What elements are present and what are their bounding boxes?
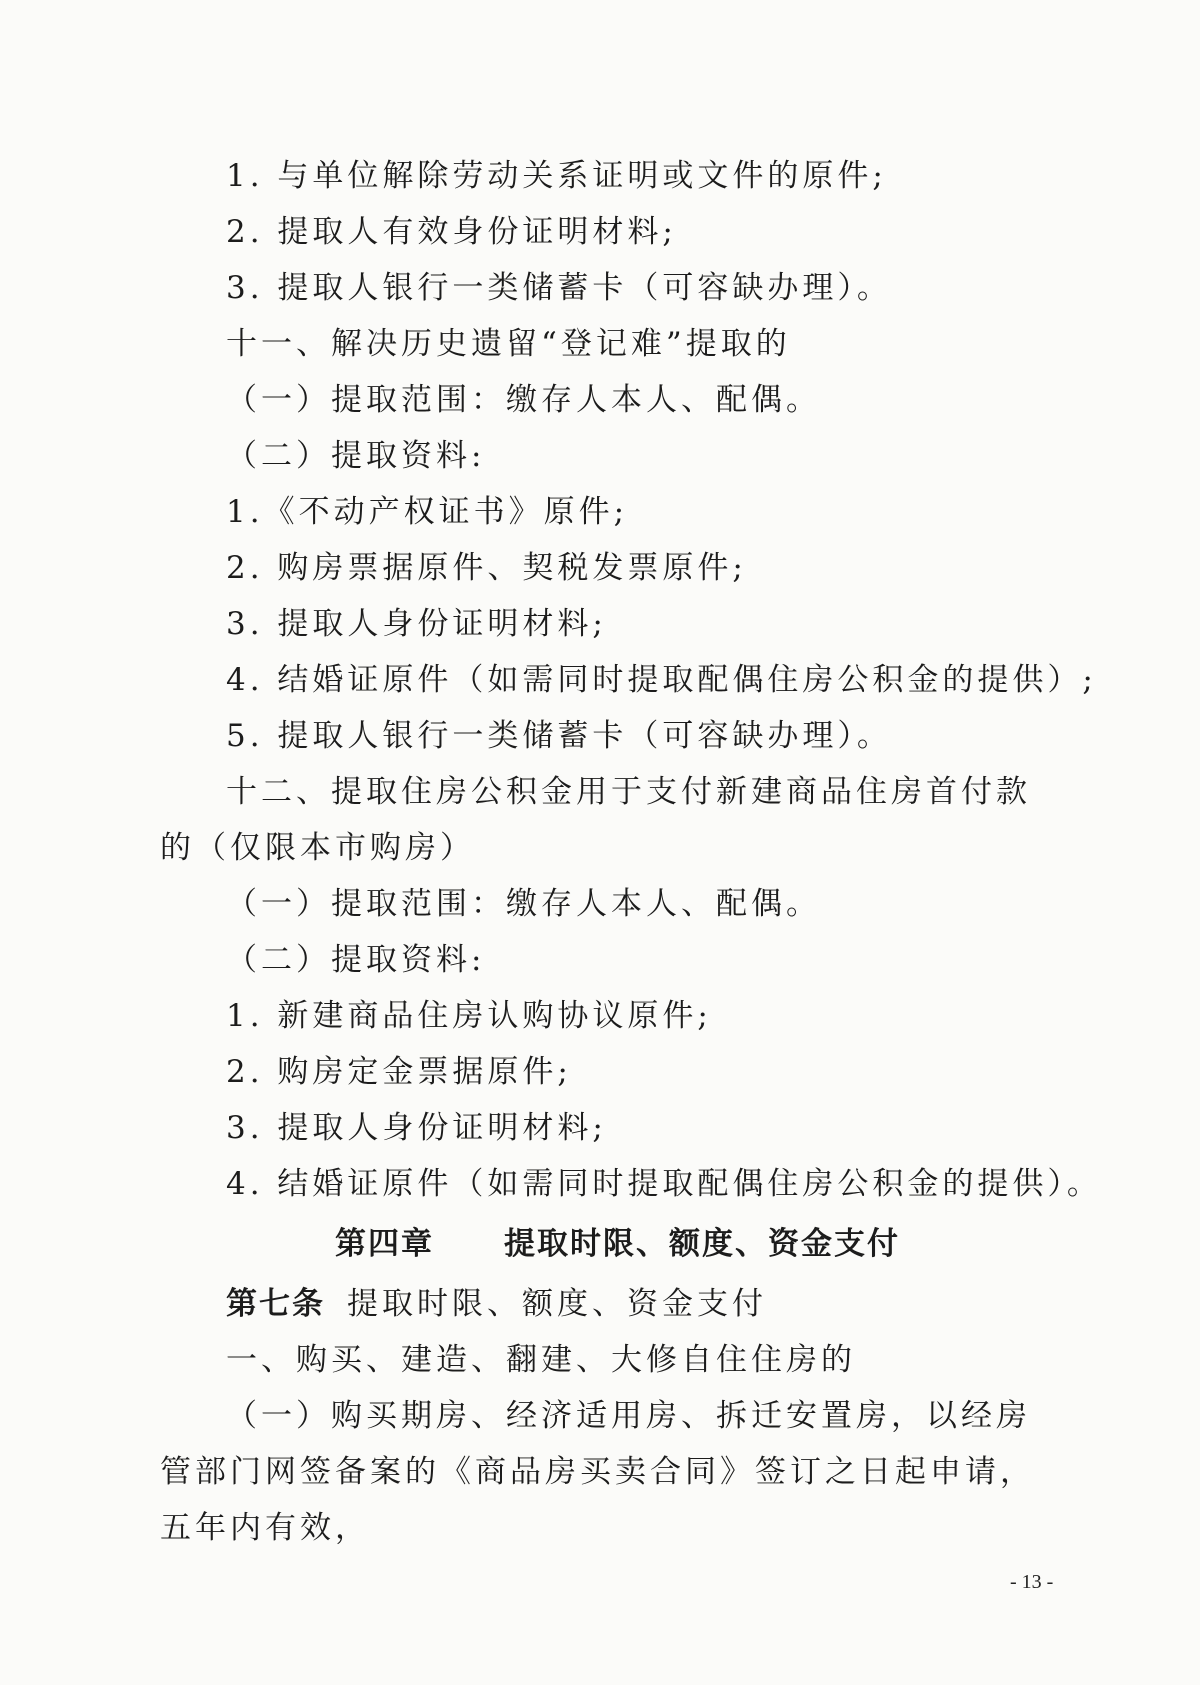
chapter-heading <box>160 1212 1060 1276</box>
list-item: 1. 新建商品住房认购协议原件; <box>226 998 712 1034</box>
sub-heading: （一）提取范围：缴存人本人、配偶。 <box>226 886 821 922</box>
list-item: 2. 购房票据原件、契税发票原件; <box>226 550 747 586</box>
chapter-title: 提取时限、额度、资金支付 <box>504 1226 900 1262</box>
page-number: - 13 - <box>1010 1571 1054 1593</box>
list-item: 3. 提取人身份证明材料; <box>226 606 607 642</box>
list-item: 5. 提取人银行一类储蓄卡（可容缺办理）。 <box>226 718 892 754</box>
chapter-number: 第四章 <box>335 1226 434 1262</box>
list-item: 1. 与单位解除劳动关系证明或文件的原件; <box>226 158 887 194</box>
list-item: 4. 结婚证原件（如需同时提取配偶住房公积金的提供）; <box>226 662 1097 698</box>
article-heading <box>160 1276 1060 1332</box>
sub-heading: （一）提取范围：缴存人本人、配偶。 <box>226 382 821 418</box>
list-item: 2. 提取人有效身份证明材料; <box>226 214 677 250</box>
document-body <box>160 148 1102 1556</box>
article-label: 第七条 <box>226 1286 325 1322</box>
sub-heading: （二）提取资料: <box>226 942 486 978</box>
section-heading: 十一、解决历史遗留“登记难”提取的 <box>226 326 791 362</box>
section-heading: 一、购买、建造、翻建、大修自住住房的 <box>226 1342 856 1378</box>
paragraph: （一）购买期房、经济适用房、拆迁安置房，以经房管部门网签备案的《商品房买卖合同》签订之日起申请，五年内有效， <box>160 1398 1035 1546</box>
article-title: 提取时限、额度、资金支付 <box>347 1286 767 1322</box>
list-item: 2. 购房定金票据原件; <box>226 1054 572 1090</box>
list-item: 3. 提取人身份证明材料; <box>226 1110 607 1146</box>
section-heading: 十二、提取住房公积金用于支付新建商品住房首付款的（仅限本市购房） <box>160 774 1031 866</box>
list-item: 1.《不动产权证书》原件; <box>226 494 629 530</box>
sub-heading: （二）提取资料: <box>226 438 486 474</box>
list-item: 4. 结婚证原件（如需同时提取配偶住房公积金的提供）。 <box>226 1166 1102 1202</box>
list-item: 3. 提取人银行一类储蓄卡（可容缺办理）。 <box>226 270 892 306</box>
